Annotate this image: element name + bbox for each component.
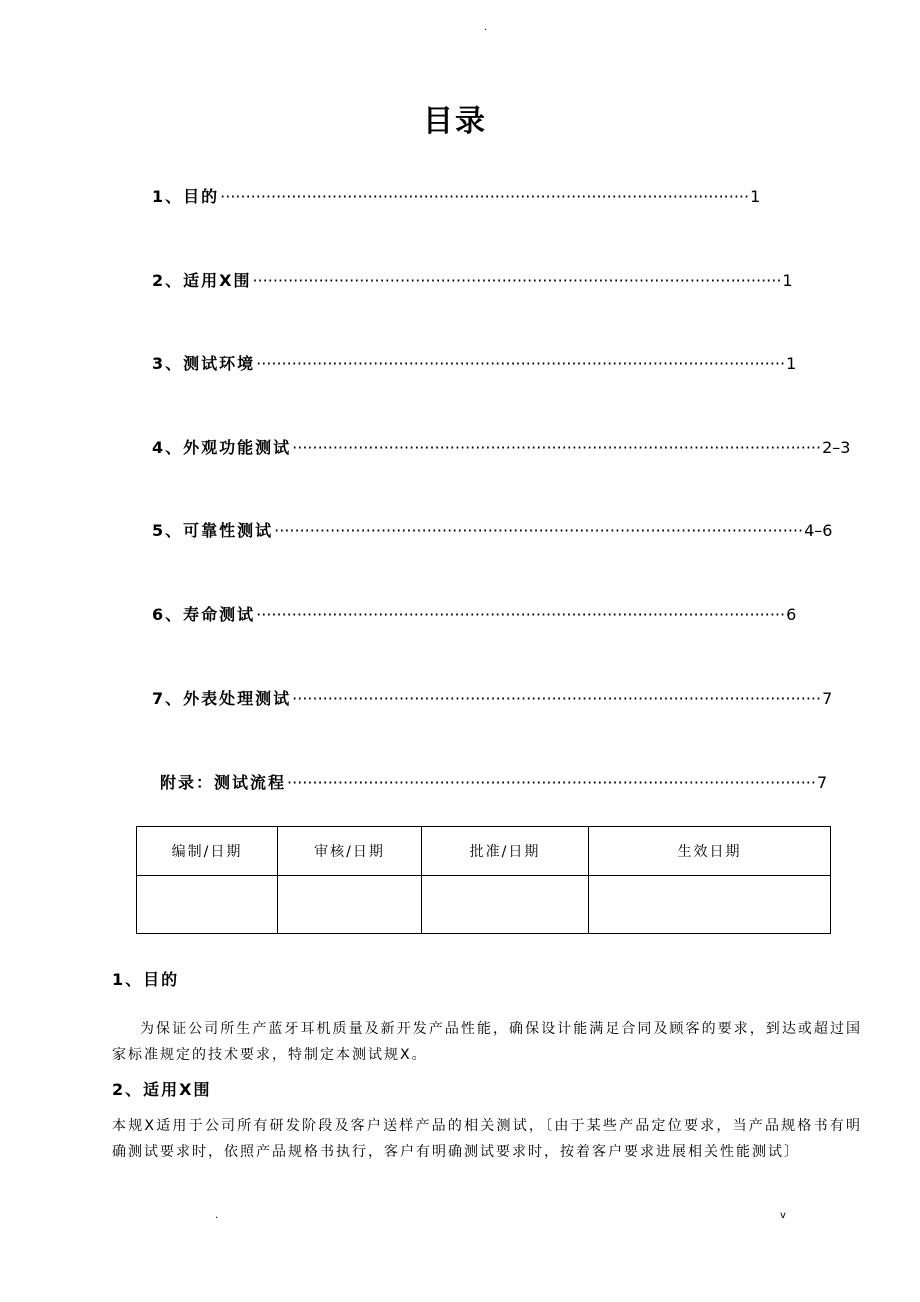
toc-page: 4–6 bbox=[804, 521, 833, 540]
toc-leader: ········································································································ bbox=[274, 521, 804, 540]
toc-leader: ········································································································ bbox=[256, 354, 786, 373]
toc-label: 7、外表处理测试 bbox=[152, 689, 292, 708]
footer-left-mark: . bbox=[215, 1210, 219, 1221]
toc-entry-lifetime[interactable] bbox=[152, 602, 797, 628]
toc-label: 5、可靠性测试 bbox=[152, 521, 274, 540]
section-2-heading: 2、适用X围 bbox=[112, 1080, 212, 1099]
toc-label: 1、目的 bbox=[152, 187, 220, 206]
toc-entry-purpose[interactable] bbox=[152, 184, 761, 210]
header-reviewed-date: 审核/日期 bbox=[278, 827, 422, 876]
toc-entry-reliability[interactable] bbox=[152, 518, 833, 544]
toc-page: 7 bbox=[816, 773, 828, 792]
toc-leader: ········································································································ bbox=[287, 773, 816, 792]
toc-page: 7 bbox=[822, 689, 833, 708]
toc-entry-appendix[interactable] bbox=[160, 770, 828, 796]
toc-page: 2–3 bbox=[822, 438, 851, 457]
footer-right-mark: v bbox=[780, 1210, 786, 1221]
table-row bbox=[137, 876, 831, 934]
section-1-heading: 1、目的 bbox=[112, 970, 180, 989]
section-1-paragraph: 为保证公司所生产蓝牙耳机质量及新开发产品性能，确保设计能满足合同及顾客的要求，到达或超过国家标准规定的技术要求，特制定本测试规X。 bbox=[112, 1021, 862, 1063]
toc-entry-surface[interactable] bbox=[152, 686, 833, 712]
header-mark: . bbox=[484, 22, 488, 33]
header-approved-date: 批准/日期 bbox=[422, 827, 589, 876]
prepared-cell[interactable] bbox=[137, 876, 278, 934]
toc-label: 6、寿命测试 bbox=[152, 605, 256, 624]
page-title: 目录 bbox=[423, 104, 487, 139]
toc-label: 4、外观功能测试 bbox=[152, 438, 292, 457]
toc-label: 3、测试环境 bbox=[152, 354, 256, 373]
toc-label: 附录：测试流程 bbox=[160, 773, 287, 792]
header-prepared-date: 编制/日期 bbox=[137, 827, 278, 876]
toc-entry-environment[interactable] bbox=[152, 351, 797, 377]
reviewed-cell[interactable] bbox=[278, 876, 422, 934]
toc-entry-appearance[interactable] bbox=[152, 435, 851, 461]
toc-leader: ········································································································ bbox=[252, 271, 782, 290]
toc-page: 1 bbox=[786, 354, 797, 373]
table-header-row bbox=[137, 827, 831, 876]
toc-page: 6 bbox=[786, 605, 797, 624]
section-2-paragraph: 本规X适用于公司所有研发阶段及客户送样产品的相关测试，〔由于某些产品定位要求，当产品规格书有明确测试要求时，依照产品规格书执行，客户有明确测试要求时，按着客户要求进展相关性能测试〕 bbox=[112, 1118, 862, 1160]
toc-label: 2、适用X围 bbox=[152, 271, 252, 290]
toc-leader: ········································································································ bbox=[220, 187, 750, 206]
toc-leader: ········································································································ bbox=[292, 438, 822, 457]
approval-table bbox=[136, 826, 831, 934]
toc-leader: ········································································································ bbox=[256, 605, 786, 624]
effective-cell[interactable] bbox=[589, 876, 831, 934]
toc-leader: ········································································································ bbox=[292, 689, 822, 708]
toc-page: 1 bbox=[750, 187, 761, 206]
toc-page: 1 bbox=[782, 271, 793, 290]
approved-cell[interactable] bbox=[422, 876, 589, 934]
header-effective-date: 生效日期 bbox=[589, 827, 831, 876]
toc-entry-scope[interactable] bbox=[152, 268, 793, 294]
